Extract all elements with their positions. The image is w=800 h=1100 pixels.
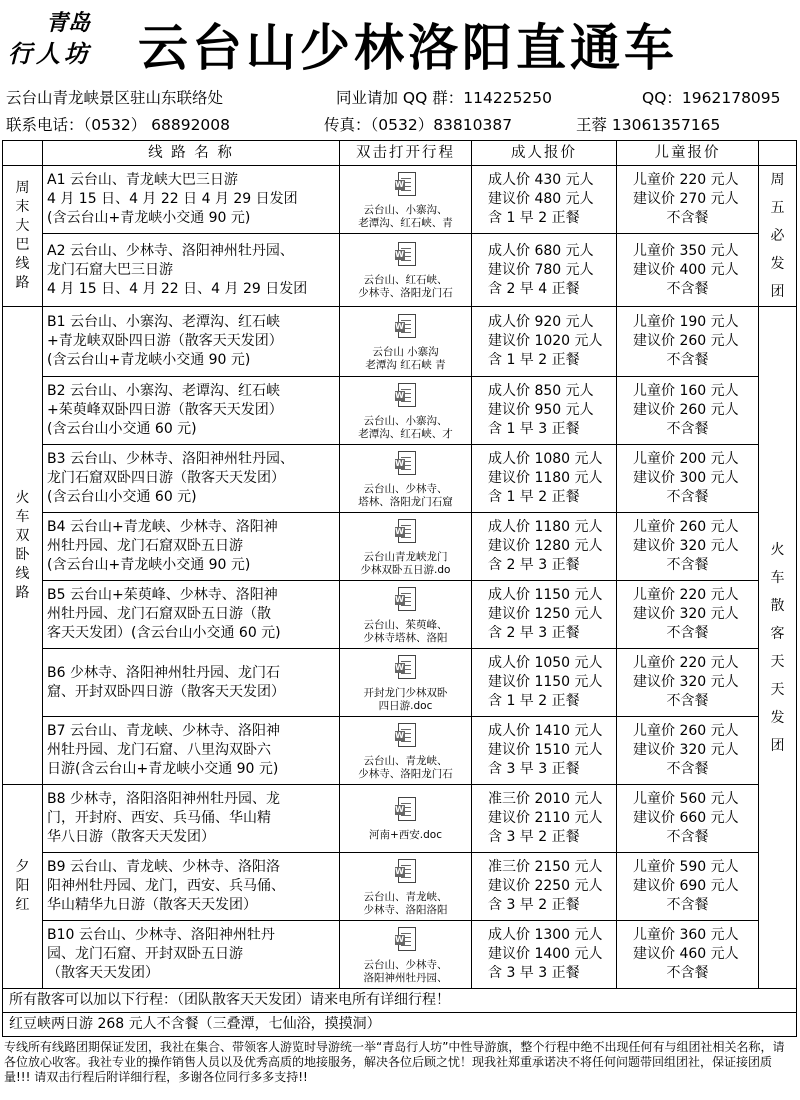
route-name-line: 4 月 15 日、4 月 22 日、4 月 29 日发团: [47, 280, 308, 297]
child-price-line: 不含餐: [666, 210, 709, 227]
itinerary-doc[interactable]: [340, 445, 472, 513]
phone: 联系电话：（0532） 68892008: [6, 116, 231, 134]
word-doc-icon[interactable]: W: [395, 797, 417, 823]
route-name-line: B10 云台山、少林寺、洛阳神州牡丹: [47, 927, 275, 943]
route-name-line: 日游(含云台山+青龙峡小交通 90 元): [47, 761, 279, 777]
qq-group: 同业请加 QQ 群：114225250: [336, 89, 553, 107]
side-note-cell: [759, 307, 797, 989]
adult-price-line: 建议价 2250 元人: [488, 878, 603, 894]
adult-price-line: 含 2 早 4 正餐: [488, 280, 580, 297]
child-price-line: 儿童价 260 元人: [633, 723, 739, 739]
doc-filename: 云台山、青龙峡、: [363, 890, 448, 903]
header-adult: 成人报价: [472, 141, 617, 166]
adult-price-line: 成人价 1150 元人: [488, 587, 603, 603]
side-note-cell: [759, 166, 797, 307]
route-name-line: (含云台山小交通 60 元): [47, 489, 197, 505]
route-name: [43, 581, 340, 649]
table-row: [3, 166, 797, 234]
word-doc-icon[interactable]: W: [395, 723, 417, 749]
route-name-line: 窟、开封双卧四日游（散客天天发团）: [47, 683, 285, 700]
child-price-line: 建议价 460 元人: [633, 946, 739, 962]
child-price-line: 建议价 260 元人: [633, 402, 739, 418]
adult-price-line: 含 3 早 3 正餐: [488, 761, 580, 777]
note-1: 所有散客可以加以下行程：（团队散客天天发团）请来电所有详细行程！: [3, 989, 797, 1013]
child-price-line: 不含餐: [666, 352, 709, 368]
doc-filename: 少林寺、洛阳洛阳: [363, 903, 448, 916]
note-row: [3, 989, 797, 1013]
route-name-line: 州牡丹园、龙门石窟双卧五日游（散: [47, 606, 271, 622]
note-row: [3, 1013, 797, 1037]
route-name-line: B7 云台山、青龙峡、少林寺、洛阳神: [47, 723, 280, 739]
table-row: [3, 307, 797, 377]
child-price-line: 建议价 260 元人: [633, 333, 739, 349]
child-price: [617, 307, 759, 377]
table-row: [3, 513, 797, 581]
doc-filename: 云台山青龙峡龙门: [363, 550, 448, 563]
doc-filename: 老潭沟、红石峡、才: [358, 427, 453, 440]
adult-price-line: 建议价 950 元人: [488, 402, 594, 418]
header-child: 儿童报价: [617, 141, 759, 166]
adult-price-line: 建议价 1180 元人: [488, 470, 603, 486]
route-name: [43, 785, 340, 853]
table-row: [3, 717, 797, 785]
route-name-line: 州牡丹园、龙门石窟、八里沟双卧六: [47, 742, 271, 758]
header-blank: [3, 141, 43, 166]
route-name-line: B4 云台山+青龙峡、少林寺、洛阳神: [47, 519, 278, 535]
header-itinerary: 双击打开行程: [340, 141, 472, 166]
route-name-line: (含云台山+青龙峡小交通 90 元): [47, 352, 251, 368]
adult-price-line: 成人价 680 元人: [488, 242, 594, 259]
header: [0, 0, 800, 78]
route-name-line: （散客天天发团）: [47, 965, 159, 981]
child-price-line: 不含餐: [666, 829, 709, 845]
adult-price-line: 成人价 1410 元人: [488, 723, 603, 739]
child-price-line: 儿童价 200 元人: [633, 451, 739, 467]
route-name: [43, 513, 340, 581]
child-price-line: 建议价 690 元人: [633, 878, 739, 894]
child-price: [617, 445, 759, 513]
child-price-line: 建议价 320 元人: [633, 538, 739, 554]
itinerary-doc[interactable]: [340, 921, 472, 989]
itinerary-doc[interactable]: [340, 234, 472, 307]
adult-price-line: 含 1 早 3 正餐: [488, 421, 580, 437]
vertical-label: 火车双卧线路: [15, 489, 30, 601]
word-doc-icon[interactable]: W: [395, 519, 417, 545]
note-2: 红豆峡两日游 268 元人不含餐（三叠潭，七仙浴，摸摸洞）: [3, 1013, 797, 1037]
table-row: [3, 581, 797, 649]
logo-line2: 行人坊: [8, 39, 92, 68]
route-name-line: B8 少林寺，洛阳洛阳神州牡丹园、龙: [47, 791, 280, 807]
route-name: [43, 853, 340, 921]
child-price-line: 建议价 320 元人: [633, 674, 739, 690]
contact: 王蓉 13061357165: [576, 116, 721, 134]
itinerary-doc[interactable]: [340, 166, 472, 234]
table-row: [3, 234, 797, 307]
adult-price-line: 建议价 1400 元人: [488, 946, 603, 962]
adult-price: [472, 166, 617, 234]
adult-price: [472, 513, 617, 581]
child-price: [617, 513, 759, 581]
vertical-label: 周五必发团: [770, 172, 785, 300]
child-price-line: 建议价 320 元人: [633, 742, 739, 758]
adult-price-line: 成人价 850 元人: [488, 383, 594, 399]
route-name-line: 客天天发团）(含云台山小交通 60 元): [47, 625, 281, 641]
child-price-line: 建议价 660 元人: [633, 810, 739, 826]
adult-price-line: 成人价 1080 元人: [488, 451, 603, 467]
child-price-line: 儿童价 360 元人: [633, 927, 739, 943]
route-name: [43, 717, 340, 785]
word-doc-icon[interactable]: W: [395, 172, 417, 198]
word-doc-icon[interactable]: W: [395, 859, 417, 885]
adult-price-line: 建议价 1020 元人: [488, 333, 603, 349]
route-name-line: (含云台山小交通 60 元): [47, 421, 197, 437]
header-side: [759, 141, 797, 166]
itinerary-doc[interactable]: [340, 513, 472, 581]
child-price: [617, 921, 759, 989]
child-price-line: 不含餐: [666, 761, 709, 777]
route-name: [43, 307, 340, 377]
table-row: [3, 921, 797, 989]
route-name-line: B2 云台山、小寨沟、老谭沟、红石峡: [47, 383, 280, 399]
child-price-line: 儿童价 590 元人: [633, 859, 739, 875]
adult-price-line: 成人价 1180 元人: [488, 519, 603, 535]
doc-filename: 开封龙门少林双卧: [363, 686, 448, 699]
adult-price-line: 建议价 480 元人: [488, 191, 594, 208]
adult-price: [472, 785, 617, 853]
child-price: [617, 581, 759, 649]
doc-filename: 少林寺、洛阳龙门石: [358, 287, 453, 300]
route-name-line: 园、龙门石窟、开封双卧五日游: [47, 946, 243, 962]
child-price-line: 儿童价 220 元人: [633, 172, 739, 189]
adult-price-line: 含 2 早 3 正餐: [488, 625, 580, 641]
route-name: [43, 377, 340, 445]
doc-filename: 塔林、洛阳龙门石窟: [358, 495, 453, 508]
child-price-line: 儿童价 220 元人: [633, 655, 739, 671]
doc-filename: 云台山、小寨沟、: [363, 203, 448, 216]
adult-price-line: 准三价 2150 元人: [488, 859, 603, 875]
adult-price-line: 建议价 2110 元人: [488, 810, 603, 826]
route-name-line: 华山精华九日游（散客天天发团）: [47, 897, 257, 913]
adult-price: [472, 307, 617, 377]
table-row: [3, 853, 797, 921]
doc-filename: 洛阳神州牡丹园、: [363, 971, 448, 984]
child-price-line: 不含餐: [666, 489, 709, 505]
route-name: [43, 921, 340, 989]
itinerary-doc[interactable]: [340, 377, 472, 445]
logo-line1: 青岛: [46, 10, 91, 36]
adult-price-line: 成人价 1050 元人: [488, 655, 603, 671]
word-doc-icon[interactable]: W: [395, 242, 417, 268]
table-row: [3, 649, 797, 717]
route-name-line: 阳神州牡丹园、龙门，西安、兵马俑、: [47, 878, 285, 894]
child-price-line: 不含餐: [666, 693, 709, 709]
child-price: [617, 377, 759, 445]
itinerary-doc[interactable]: [340, 785, 472, 853]
itinerary-doc[interactable]: [340, 853, 472, 921]
route-name-line: 华八日游（散客天天发团）: [47, 829, 215, 845]
route-name: [43, 166, 340, 234]
doc-filename: 云台山、红石峡、: [363, 274, 448, 287]
child-price: [617, 785, 759, 853]
fax: 传真：（0532）83810387: [324, 116, 513, 134]
route-name-line: A2 云台山、少林寺、洛阳神州牡丹园、: [47, 242, 294, 259]
route-name-line: 龙门石窟大巴三日游: [47, 261, 173, 278]
route-name-line: (含云台山+青龙峡小交通 90 元): [47, 557, 251, 573]
child-price-line: 不含餐: [666, 897, 709, 913]
child-price-line: 儿童价 160 元人: [633, 383, 739, 399]
footer-note: 专线所有线路团期保证发团，我社在集合、带领客人游览时导游统一举“青岛行人坊”中性导游旗，整个行程中绝不出现任何有与组团社相关名称，请各位放心收客。我社专业的操作销售人员以及优秀高质的地接服务，解决各位后顾之忧！现我社郑重承诺决不将任何问题带回组团社，保证接团质量!!! 请双击行程后附详细行程，多谢各位同行多多支持!!: [4, 1040, 785, 1084]
child-price-line: 儿童价 350 元人: [633, 242, 739, 259]
doc-filename: 四日游.doc: [378, 699, 433, 712]
vertical-label: 火车散客天天发团: [770, 541, 785, 754]
adult-price-line: 建议价 1510 元人: [488, 742, 603, 758]
header-route: 线 路 名 称: [43, 141, 340, 166]
category-cell: [3, 307, 43, 785]
child-price-line: 不含餐: [666, 965, 709, 981]
child-price-line: 儿童价 220 元人: [633, 587, 739, 603]
doc-filename: 少林寺、洛阳龙门石: [358, 767, 453, 780]
route-name: [43, 234, 340, 307]
route-name: [43, 649, 340, 717]
route-name-line: B1 云台山、小寨沟、老潭沟、红石峡: [47, 314, 280, 330]
word-doc-icon[interactable]: W: [395, 655, 417, 681]
doc-filename: 云台山、青龙峡、: [363, 754, 448, 767]
doc-filename: 老潭沟、红石峡、青: [358, 216, 453, 229]
route-name-line: +茱萸峰双卧四日游（散客天天发团）: [47, 402, 283, 418]
word-doc-icon[interactable]: W: [395, 927, 417, 953]
child-price-line: 不含餐: [666, 557, 709, 573]
adult-price-line: 含 1 早 2 正餐: [488, 210, 580, 227]
route-name-line: B9 云台山、青龙峡、少林寺、洛阳洛: [47, 859, 280, 875]
route-name-line: 4 月 15 日、4 月 22 日 4 月 29 日发团: [47, 191, 298, 208]
itinerary-doc[interactable]: [340, 649, 472, 717]
itinerary-doc[interactable]: [340, 717, 472, 785]
price-table: [2, 140, 797, 1037]
route-name: [43, 445, 340, 513]
child-price-line: 建议价 320 元人: [633, 606, 739, 622]
child-price-line: 儿童价 190 元人: [633, 314, 739, 330]
adult-price: [472, 377, 617, 445]
word-doc-icon[interactable]: W: [395, 451, 417, 477]
route-name-line: B6 少林寺、洛阳神州牡丹园、龙门石: [47, 664, 280, 681]
route-name-line: 州牡丹园、龙门石窟双卧五日游: [47, 538, 243, 554]
page-title: 云台山少林洛阳直通车: [138, 18, 678, 77]
doc-filename: 云台山、茱萸峰、: [363, 618, 448, 631]
child-price: [617, 853, 759, 921]
table-header-row: [3, 141, 797, 166]
table-row: [3, 785, 797, 853]
word-doc-icon[interactable]: W: [395, 587, 417, 613]
adult-price-line: 建议价 1150 元人: [488, 674, 603, 690]
office-name: 云台山青龙峡景区驻山东联络处: [6, 89, 224, 107]
adult-price-line: 含 2 早 3 正餐: [488, 557, 580, 573]
adult-price-line: 含 3 早 2 正餐: [488, 897, 580, 913]
doc-filename: 少林双卧五日游.do: [360, 563, 451, 576]
adult-price-line: 含 3 早 3 正餐: [488, 965, 580, 981]
route-name-line: 龙门石窟双卧四日游（散客天天发团）: [47, 470, 285, 486]
adult-price-line: 建议价 1280 元人: [488, 538, 603, 554]
category-cell: [3, 785, 43, 989]
itinerary-doc[interactable]: [340, 307, 472, 377]
child-price: [617, 649, 759, 717]
table-row: [3, 445, 797, 513]
doc-filename: 老潭沟 红石峡 青: [365, 358, 446, 371]
doc-filename: 云台山、小寨沟、: [363, 414, 448, 427]
route-name-line: 门，开封府、西安、兵马俑、华山精: [47, 810, 271, 826]
table-row: [3, 377, 797, 445]
child-price: [617, 234, 759, 307]
child-price-line: 儿童价 260 元人: [633, 519, 739, 535]
child-price: [617, 166, 759, 234]
qq-number: QQ：1962178095: [642, 89, 781, 107]
child-price-line: 不含餐: [666, 625, 709, 641]
adult-price-line: 含 1 早 2 正餐: [488, 693, 580, 709]
adult-price-line: 成人价 1300 元人: [488, 927, 603, 943]
route-name-line: A1 云台山、青龙峡大巴三日游: [47, 172, 238, 189]
adult-price-line: 含 3 早 2 正餐: [488, 829, 580, 845]
category-cell: [3, 166, 43, 307]
child-price-line: 不含餐: [666, 280, 709, 297]
doc-filename: 云台山 小寨沟: [372, 345, 439, 358]
adult-price-line: 含 1 早 2 正餐: [488, 352, 580, 368]
adult-price: [472, 445, 617, 513]
child-price-line: 儿童价 560 元人: [633, 791, 739, 807]
adult-price-line: 准三价 2010 元人: [488, 791, 603, 807]
route-name-line: +青龙峡双卧四日游（散客天天发团）: [47, 333, 283, 349]
child-price-line: 建议价 400 元人: [633, 261, 739, 278]
adult-price-line: 成人价 430 元人: [488, 172, 594, 189]
itinerary-doc[interactable]: [340, 581, 472, 649]
route-name-line: B3 云台山、少林寺、洛阳神州牡丹园、: [47, 451, 294, 467]
child-price-line: 不含餐: [666, 421, 709, 437]
child-price: [617, 717, 759, 785]
doc-filename: 云台山、少林寺、: [363, 958, 448, 971]
doc-filename: 河南+西安.doc: [369, 829, 442, 841]
adult-price: [472, 853, 617, 921]
child-price-line: 建议价 270 元人: [633, 191, 739, 208]
vertical-label: 夕阳红: [15, 859, 30, 913]
logo: [8, 6, 128, 68]
doc-filename: 少林寺塔林、洛阳: [363, 631, 448, 644]
adult-price: [472, 581, 617, 649]
adult-price: [472, 234, 617, 307]
adult-price-line: 建议价 780 元人: [488, 261, 594, 278]
adult-price-line: 建议价 1250 元人: [488, 606, 603, 622]
adult-price-line: 含 1 早 2 正餐: [488, 489, 580, 505]
adult-price: [472, 649, 617, 717]
route-name-line: (含云台山+青龙峡小交通 90 元): [47, 210, 251, 227]
adult-price: [472, 717, 617, 785]
child-price-line: 建议价 300 元人: [633, 470, 739, 486]
word-doc-icon[interactable]: W: [395, 383, 417, 409]
adult-price-line: 成人价 920 元人: [488, 314, 594, 330]
word-doc-icon[interactable]: W: [395, 314, 417, 340]
vertical-label: 周末大巴线路: [15, 180, 30, 291]
route-name-line: B5 云台山+茱萸峰、少林寺、洛阳神: [47, 587, 278, 603]
doc-filename: 云台山、少林寺、: [363, 482, 448, 495]
adult-price: [472, 921, 617, 989]
